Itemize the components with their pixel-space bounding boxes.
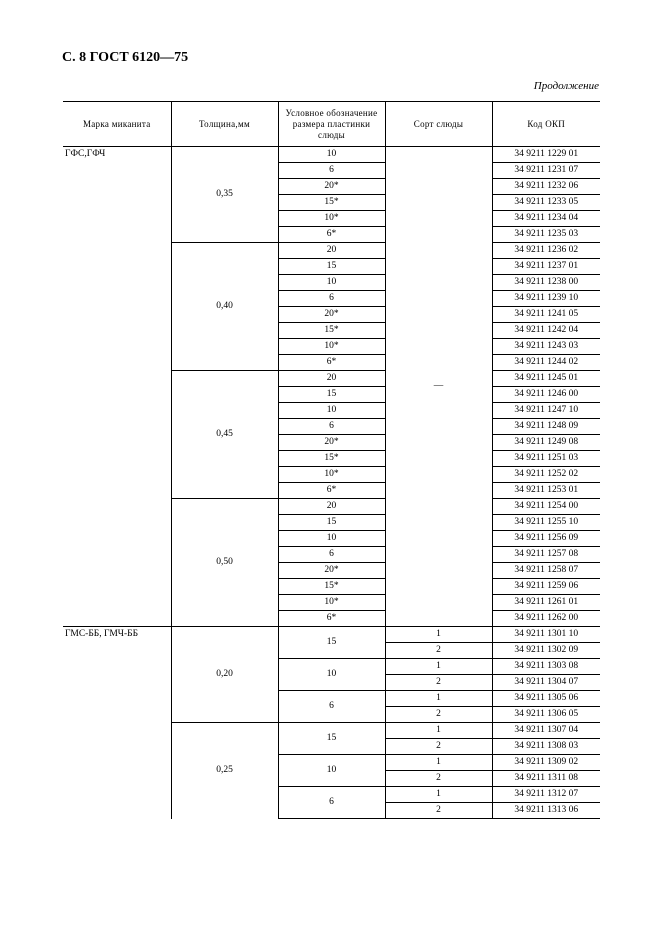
size-cell: 10* [278, 595, 385, 611]
grade-cell: 1 [385, 691, 492, 707]
okp-code-cell: 34 9211 1308 03 [492, 739, 600, 755]
size-cell: 10 [278, 403, 385, 419]
size-cell: 6 [278, 291, 385, 307]
okp-code-cell: 34 9211 1238 00 [492, 275, 600, 291]
okp-code-cell: 34 9211 1251 03 [492, 451, 600, 467]
okp-code-cell: 34 9211 1309 02 [492, 755, 600, 771]
size-cell: 6 [278, 547, 385, 563]
okp-code-cell: 34 9211 1256 09 [492, 531, 600, 547]
grade-cell: 2 [385, 643, 492, 659]
okp-code-cell: 34 9211 1247 10 [492, 403, 600, 419]
thickness-cell: 0,35 [171, 147, 278, 243]
size-cell: 10* [278, 211, 385, 227]
size-cell: 10 [278, 531, 385, 547]
grade-cell: 2 [385, 707, 492, 723]
thickness-cell: 0,25 [171, 723, 278, 819]
grade-cell: 2 [385, 675, 492, 691]
mica-mark-cell: ГМС-ББ, ГМЧ-ББ [65, 629, 139, 639]
size-cell: 15 [278, 627, 385, 659]
column-header-okp-code: Код ОКП [492, 102, 600, 147]
grade-cell: 1 [385, 659, 492, 675]
size-cell: 6* [278, 611, 385, 627]
size-cell: 6* [278, 355, 385, 371]
okp-code-cell: 34 9211 1302 09 [492, 643, 600, 659]
okp-code-cell: 34 9211 1245 01 [492, 371, 600, 387]
size-cell: 6* [278, 227, 385, 243]
okp-code-cell: 34 9211 1242 04 [492, 323, 600, 339]
okp-code-cell: 34 9211 1257 08 [492, 547, 600, 563]
column-header-thickness: Толщина,мм [171, 102, 278, 147]
grade-cell: 1 [385, 627, 492, 643]
okp-code-cell: 34 9211 1301 10 [492, 627, 600, 643]
okp-code-cell: 34 9211 1312 07 [492, 787, 600, 803]
okp-code-cell: 34 9211 1255 10 [492, 515, 600, 531]
okp-code-cell: 34 9211 1261 01 [492, 595, 600, 611]
grade-cell: 2 [385, 803, 492, 819]
size-cell: 6 [278, 787, 385, 819]
okp-code-cell: 34 9211 1304 07 [492, 675, 600, 691]
size-cell: 10 [278, 275, 385, 291]
grade-cell: 1 [385, 755, 492, 771]
table-body [63, 147, 600, 819]
column-header-mark: Марка миканита [63, 102, 171, 147]
size-cell: 20 [278, 371, 385, 387]
okp-code-cell: 34 9211 1229 01 [492, 147, 600, 163]
mica-mark-cell: ГФС,ГФЧ [63, 147, 171, 627]
grade-cell: 1 [385, 787, 492, 803]
okp-code-cell: 34 9211 1246 00 [492, 387, 600, 403]
size-cell: 15 [278, 259, 385, 275]
grade-cell: 2 [385, 771, 492, 787]
size-cell: 15* [278, 195, 385, 211]
table-row [63, 147, 600, 163]
okp-code-cell: 34 9211 1243 03 [492, 339, 600, 355]
okp-code-cell: 34 9211 1249 08 [492, 435, 600, 451]
okp-code-cell: 34 9211 1305 06 [492, 691, 600, 707]
size-cell: 20* [278, 307, 385, 323]
okp-code-cell: 34 9211 1253 01 [492, 483, 600, 499]
okp-code-cell: 34 9211 1237 01 [492, 259, 600, 275]
size-cell: 20* [278, 179, 385, 195]
okp-code-cell: 34 9211 1313 06 [492, 803, 600, 819]
okp-code-cell: 34 9211 1236 02 [492, 243, 600, 259]
size-cell: 20* [278, 435, 385, 451]
size-cell: 20 [278, 243, 385, 259]
thickness-cell: 0,45 [171, 371, 278, 499]
okp-code-cell: 34 9211 1231 07 [492, 163, 600, 179]
okp-code-table [63, 0, 600, 936]
size-cell: 6 [278, 163, 385, 179]
okp-code-cell: 34 9211 1258 07 [492, 563, 600, 579]
okp-code-cell: 34 9211 1241 05 [492, 307, 600, 323]
column-header-size: Условное обозначение размера пластинки слюды [278, 102, 385, 147]
thickness-cell: 0,40 [171, 243, 278, 371]
size-cell: 10* [278, 467, 385, 483]
size-cell: 10 [278, 659, 385, 691]
table-header-row [63, 102, 600, 147]
size-cell: 6 [278, 691, 385, 723]
table-row [63, 627, 600, 643]
grade-cell: — [385, 147, 492, 627]
size-cell: 15 [278, 387, 385, 403]
okp-code-cell: 34 9211 1259 06 [492, 579, 600, 595]
okp-code-cell: 34 9211 1248 09 [492, 419, 600, 435]
size-cell: 6* [278, 483, 385, 499]
okp-code-cell: 34 9211 1244 02 [492, 355, 600, 371]
size-cell: 15* [278, 323, 385, 339]
okp-code-cell: 34 9211 1307 04 [492, 723, 600, 739]
okp-code-cell: 34 9211 1303 08 [492, 659, 600, 675]
okp-code-cell: 34 9211 1252 02 [492, 467, 600, 483]
page-header: С. 8 ГОСТ 6120—75 [62, 50, 189, 65]
okp-code-cell: 34 9211 1233 05 [492, 195, 600, 211]
okp-code-cell: 34 9211 1254 00 [492, 499, 600, 515]
thickness-cell: 0,20 [171, 627, 278, 723]
size-cell: 10 [278, 147, 385, 163]
okp-code-cell: 34 9211 1311 08 [492, 771, 600, 787]
size-cell: 10 [278, 755, 385, 787]
size-cell: 10* [278, 339, 385, 355]
okp-code-cell: 34 9211 1234 04 [492, 211, 600, 227]
size-cell: 15* [278, 451, 385, 467]
grade-cell: 1 [385, 723, 492, 739]
thickness-cell: 0,50 [171, 499, 278, 627]
size-cell: 20* [278, 563, 385, 579]
okp-code-cell: 34 9211 1235 03 [492, 227, 600, 243]
size-cell: 15 [278, 723, 385, 755]
size-cell: 15 [278, 515, 385, 531]
grade-cell: 2 [385, 739, 492, 755]
okp-code-cell: 34 9211 1262 00 [492, 611, 600, 627]
column-header-grade: Сорт слюды [385, 102, 492, 147]
okp-code-cell: 34 9211 1239 10 [492, 291, 600, 307]
size-cell: 20 [278, 499, 385, 515]
size-cell: 15* [278, 579, 385, 595]
okp-code-cell: 34 9211 1232 06 [492, 179, 600, 195]
continuation-label: Продолжение [533, 80, 599, 92]
okp-code-cell: 34 9211 1306 05 [492, 707, 600, 723]
size-cell: 6 [278, 419, 385, 435]
